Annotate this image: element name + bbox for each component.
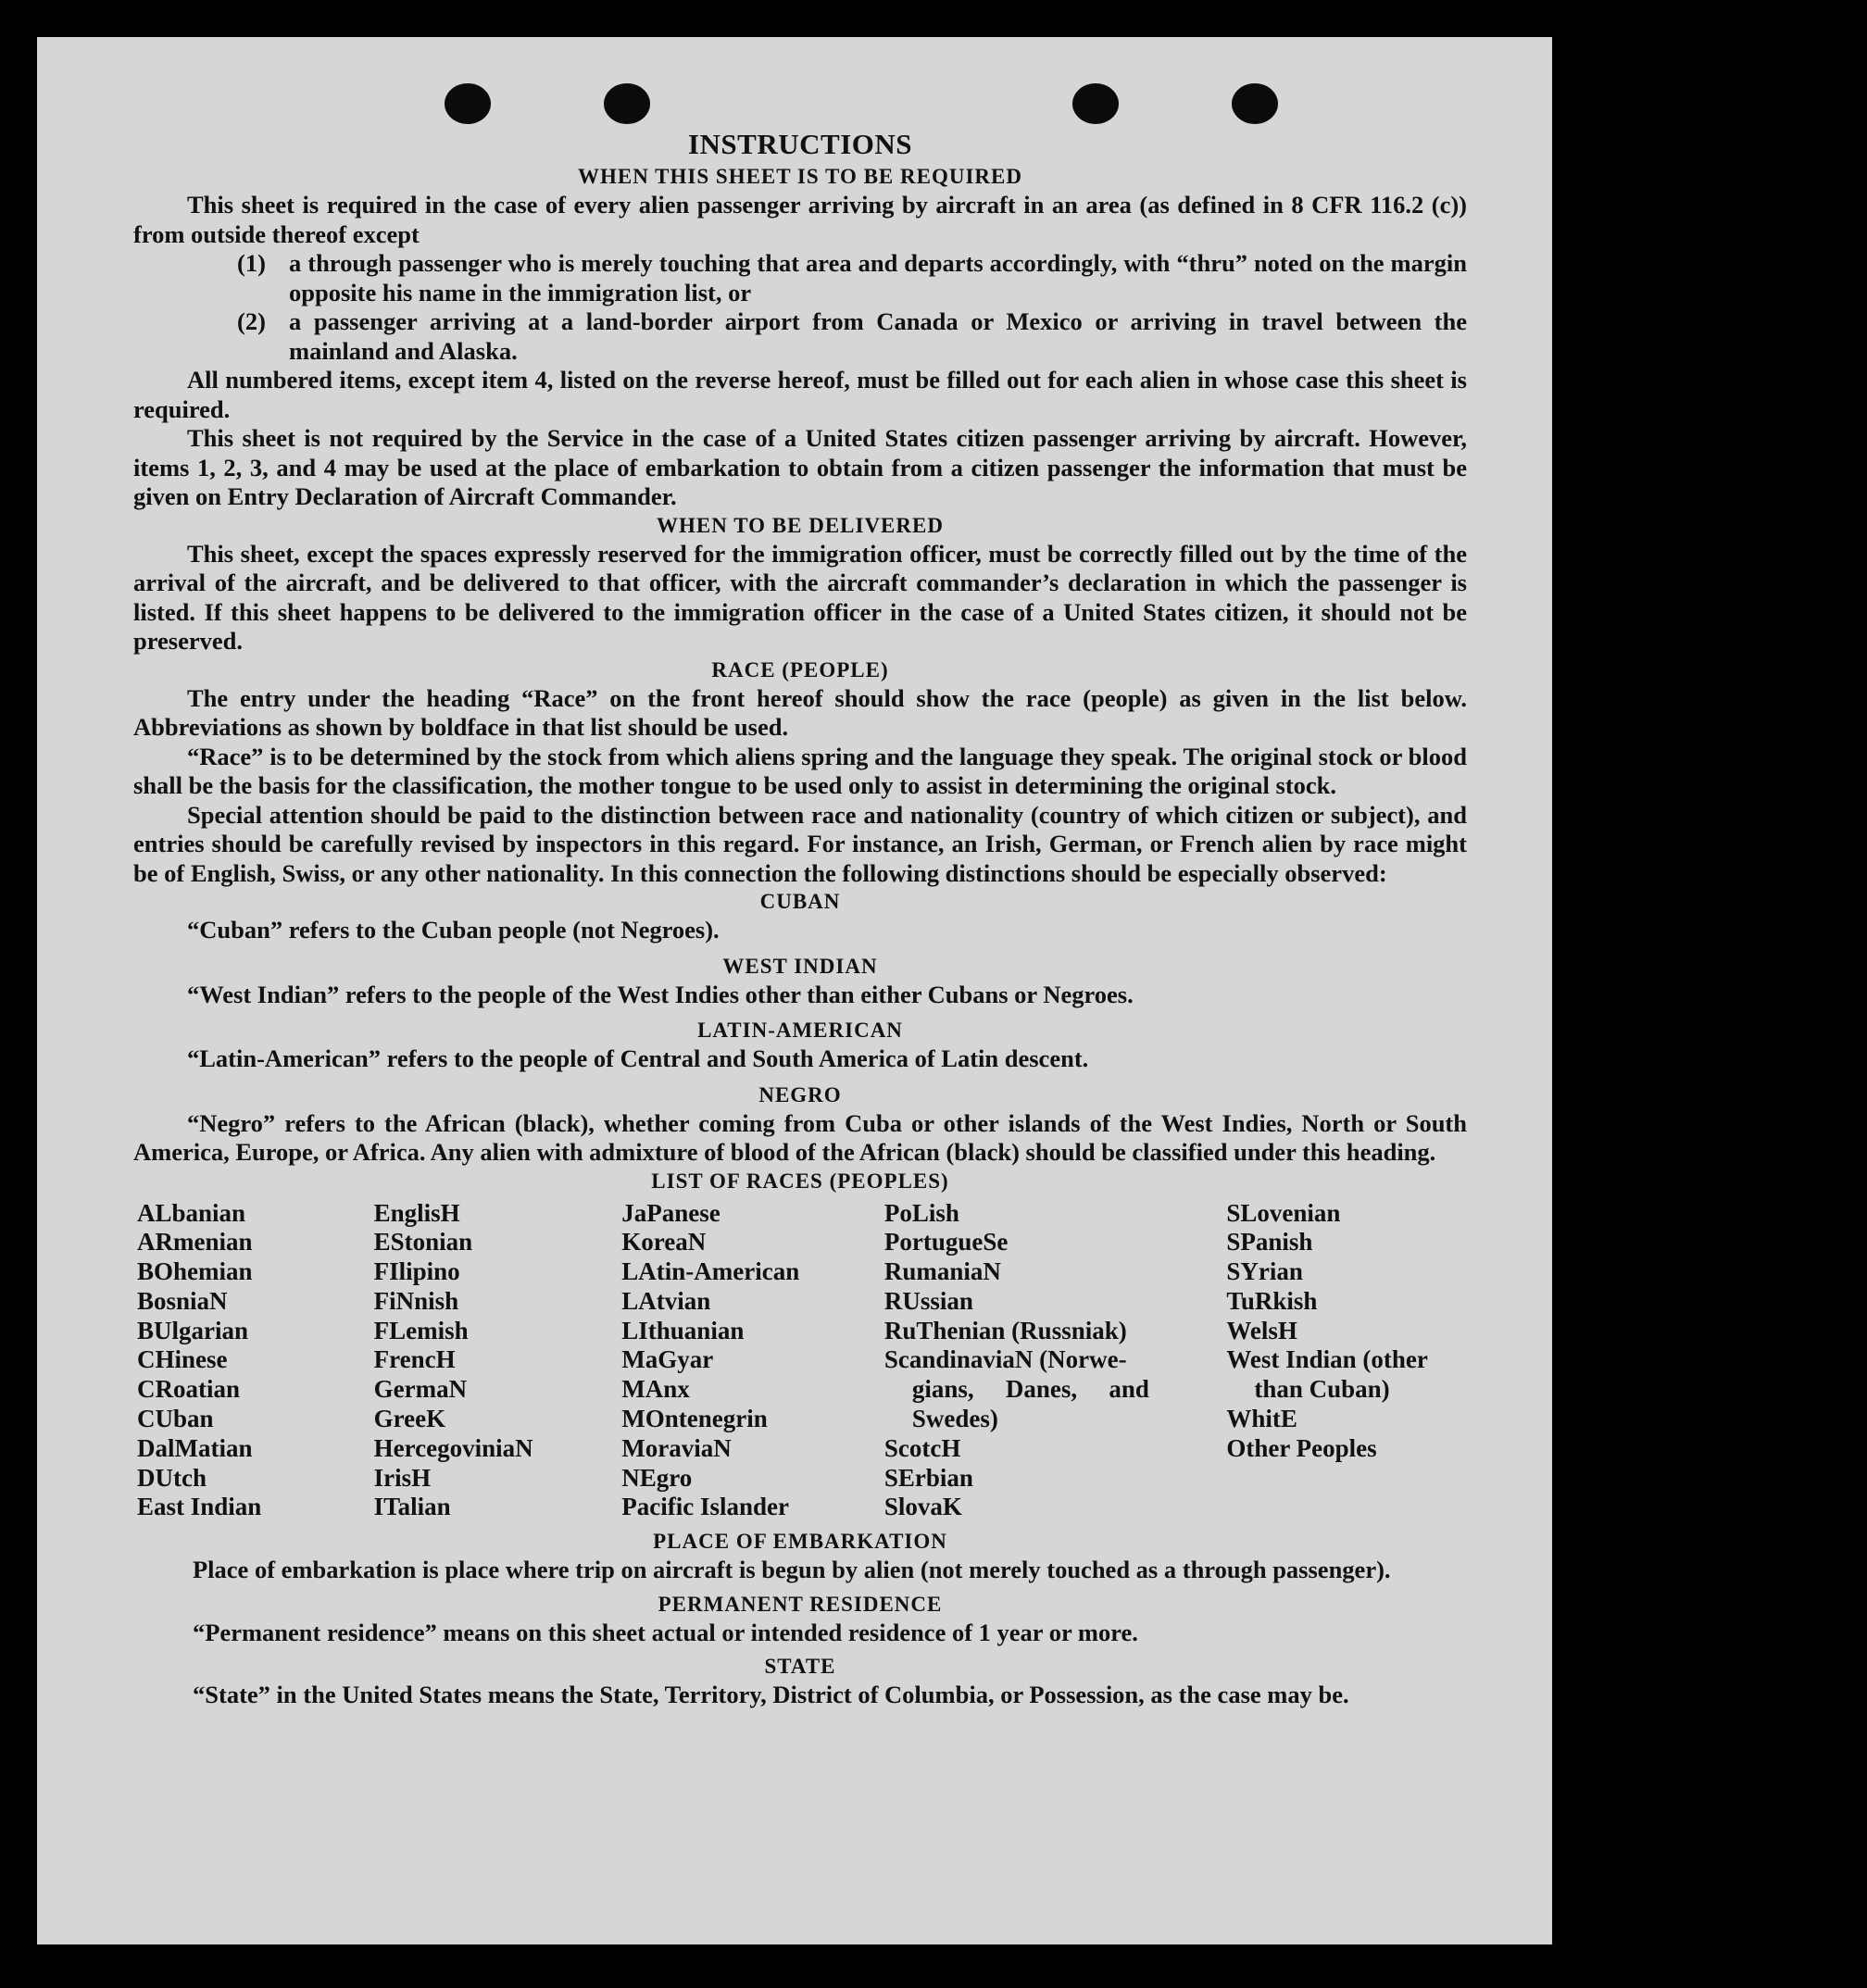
paragraph: All numbered items, except item 4, listed on the reverse hereof, must be filled out for each alien in whose case this sheet is required. xyxy=(133,366,1467,423)
race-entry: RumaniaN xyxy=(883,1257,1001,1286)
item-number: (1) xyxy=(237,249,266,277)
paragraph: Place of embarkation is place where trip on aircraft is begun by alien (not merely touched as a through passenger). xyxy=(193,1556,1391,1584)
paragraph: “Permanent residence” means on this sheet actual or intended residence of 1 year or more. xyxy=(193,1618,1138,1646)
paragraph: Special attention should be paid to the distinction between race and nationality (country of which citizen or subject), and entries should be carefully revised by inspectors in this regard. For instance, an Irish, German, or French alien by race might be of English, Swiss, or any other nationality. In this connection the following distinctions should be especially observed: xyxy=(133,800,1467,887)
race-entry: RuThenian (Russniak) xyxy=(883,1316,1127,1344)
race-entry: LIthuanian xyxy=(621,1316,745,1344)
paragraph: This sheet, except the spaces expressly reserved for the immigration officer, must be correctly filled out by the time of the arrival of the aircraft, and be delivered to that officer, with the aircraft commander’s declaration in which the passenger is listed. If this sheet happens to be delivered to the immigration officer in the case of a United States citizen, it should not be preserved. xyxy=(133,539,1467,655)
section-heading-when-delivered: WHEN TO BE DELIVERED xyxy=(657,513,944,537)
race-entry: ScandinaviaN (Norwe- xyxy=(883,1345,1127,1374)
race-entry: MoraviaN xyxy=(621,1433,732,1462)
race-entry: SYrian xyxy=(1226,1257,1303,1286)
paragraph: “Latin-American” refers to the people of Central and South America of Latin descent. xyxy=(187,1044,1089,1072)
race-entry: GermaN xyxy=(373,1375,468,1404)
race-entry: FrencH xyxy=(373,1345,456,1374)
race-entry: SlovaK xyxy=(883,1493,962,1521)
paragraph: This sheet is required in the case of every alien passenger arriving by aircraft in an area (as defined in 8 CFR 116.2 (c)) from outside thereof except xyxy=(133,191,1467,248)
race-entry: NEgro xyxy=(621,1463,693,1492)
paragraph: This sheet is not required by the Service in the case of a United States citizen passenger arriving by aircraft. However, items 1, 2, 3, and 4 may be used at the place of embarkation to obtain from a citizen passenger the information that must be given on Entry Declaration of Aircraft Commander. xyxy=(133,424,1467,510)
race-entry: SPanish xyxy=(1226,1228,1313,1257)
race-entry: FLemish xyxy=(373,1316,469,1344)
item-text: a through passenger who is merely touching that area and departs accordingly, with “thru” noted on the margin opposite his name in the immigration list, or xyxy=(289,249,1467,306)
paragraph: “Race” is to be determined by the stock from which aliens spring and the language they speak. The original stock or blood shall be the basis for the classification, the mother tongue to be used only to assist in determining the original stock. xyxy=(133,742,1467,799)
race-entry: DUtch xyxy=(137,1463,207,1492)
punch-hole xyxy=(445,83,491,124)
race-entry: SLovenian xyxy=(1226,1198,1341,1227)
race-entry: RUssian xyxy=(883,1286,973,1315)
race-entry: BUlgarian xyxy=(137,1316,249,1344)
paragraph: “State” in the United States means the State, Territory, District of Columbia, or Possession, as the case may be. xyxy=(193,1681,1349,1709)
section-heading-list-of-races: LIST OF RACES (PEOPLES) xyxy=(651,1169,949,1193)
race-entry: TuRkish xyxy=(1226,1286,1318,1315)
race-list xyxy=(137,1199,1467,1523)
list-item xyxy=(237,307,1467,366)
list-item xyxy=(237,249,1467,307)
race-entry: KoreaN xyxy=(621,1228,707,1257)
race-entry: BosniaN xyxy=(137,1286,228,1315)
race-entry: HercegoviniaN xyxy=(373,1433,533,1462)
race-entry: FiNnish xyxy=(373,1286,459,1315)
race-entry: PortugueSe xyxy=(883,1228,1009,1257)
race-entry: DalMatian xyxy=(137,1433,253,1462)
section-heading-when-required: WHEN THIS SHEET IS TO BE REQUIRED xyxy=(578,165,1022,188)
page-title: INSTRUCTIONS xyxy=(687,128,912,160)
race-entry: than Cuban) xyxy=(1254,1375,1390,1404)
section-heading-state: STATE xyxy=(764,1655,836,1679)
race-entry: MOntenegrin xyxy=(621,1405,768,1433)
race-entry: ALbanian xyxy=(137,1198,246,1227)
race-entry: MaGyar xyxy=(621,1345,714,1374)
race-entry: ScotcH xyxy=(883,1433,961,1462)
race-column xyxy=(884,1199,1226,1523)
race-entry: WhitE xyxy=(1226,1405,1297,1433)
race-entry: PoLish xyxy=(883,1198,959,1227)
punch-hole xyxy=(1072,83,1119,124)
race-entry: CHinese xyxy=(137,1345,228,1374)
race-entry: BOhemian xyxy=(137,1257,253,1286)
instructions-body xyxy=(133,126,1467,1710)
section-heading-embarkation: PLACE OF EMBARKATION xyxy=(653,1530,947,1554)
race-entry: gians, Danes, and xyxy=(911,1375,1149,1404)
race-entry: GreeK xyxy=(373,1405,446,1433)
race-entry: Other Peoples xyxy=(1226,1433,1377,1462)
race-column xyxy=(374,1199,622,1523)
race-column xyxy=(137,1199,374,1523)
race-entry: MAnx xyxy=(621,1375,690,1404)
punch-hole xyxy=(604,83,650,124)
race-column xyxy=(1226,1199,1467,1523)
section-heading-latin-american: LATIN-AMERICAN xyxy=(697,1019,903,1042)
paragraph: “Cuban” refers to the Cuban people (not Negroes). xyxy=(187,916,720,944)
race-entry: JaPanese xyxy=(621,1198,720,1227)
paragraph: The entry under the heading “Race” on the front hereof should show the race (people) as given in the list below. Abbreviations as shown by boldface in that list should be used. xyxy=(133,683,1467,741)
race-entry: Swedes) xyxy=(911,1405,998,1433)
paragraph: “West Indian” refers to the people of the West Indies other than either Cubans or Negroes. xyxy=(187,980,1134,1008)
race-entry: EStonian xyxy=(373,1228,473,1257)
race-column xyxy=(621,1199,884,1523)
race-entry: EnglisH xyxy=(373,1198,460,1227)
section-heading-negro: NEGRO xyxy=(758,1082,842,1107)
race-entry: East Indian xyxy=(137,1493,262,1521)
race-entry: Pacific Islander xyxy=(621,1493,789,1521)
item-number: (2) xyxy=(237,307,266,335)
race-entry: LAtin-American xyxy=(621,1257,800,1286)
document-page xyxy=(37,37,1552,1944)
race-entry: FIlipino xyxy=(373,1257,460,1286)
race-entry: SErbian xyxy=(883,1463,973,1492)
section-heading-cuban: CUBAN xyxy=(759,890,841,913)
race-entry: CUban xyxy=(137,1405,214,1433)
race-entry: ITalian xyxy=(373,1493,451,1521)
race-entry: LAtvian xyxy=(621,1286,711,1315)
race-entry: ARmenian xyxy=(137,1228,253,1257)
race-entry: CRoatian xyxy=(137,1375,241,1404)
race-entry: WelsH xyxy=(1226,1316,1297,1344)
paragraph: “Negro” refers to the African (black), whether coming from Cuba or other islands of the West Indies, North or South America, Europe, or Africa. Any alien with admixture of blood of the African (black) should be classified under this heading. xyxy=(133,1108,1467,1166)
section-heading-residence: PERMANENT RESIDENCE xyxy=(658,1592,943,1616)
race-entry: IrisH xyxy=(373,1463,432,1492)
item-text: a passenger arriving at a land-border airport from Canada or Mexico or arriving in travel between the mainland and Alaska. xyxy=(289,307,1467,365)
section-heading-race: RACE (PEOPLE) xyxy=(711,657,889,681)
section-heading-west-indian: WEST INDIAN xyxy=(722,954,878,978)
punch-hole xyxy=(1232,83,1278,124)
race-entry: West Indian (other xyxy=(1226,1345,1428,1374)
